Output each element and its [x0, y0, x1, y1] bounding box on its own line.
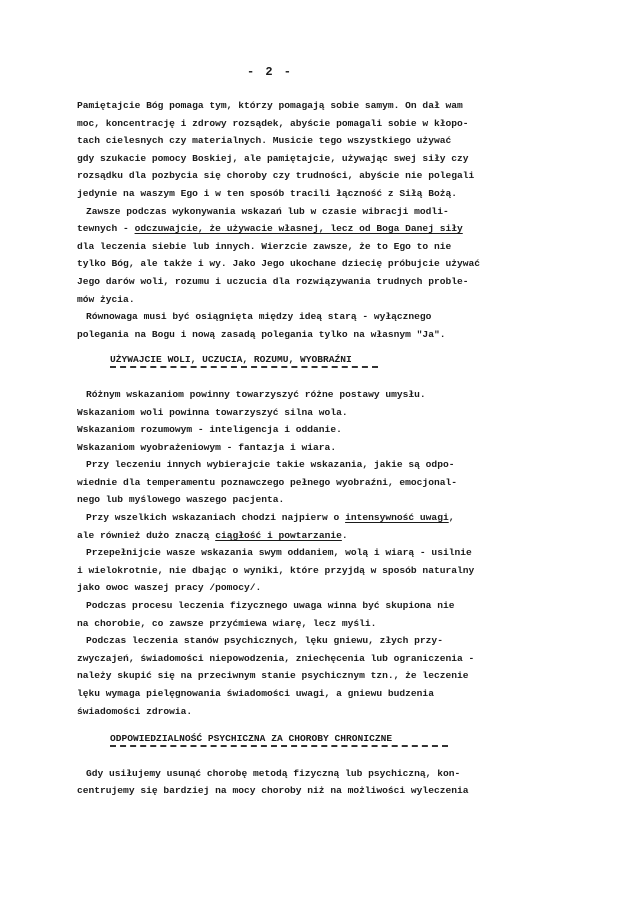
text-line: należy skupić się na przeciwnym stanie psychicznym tzn., że leczenie: [77, 670, 469, 682]
underlined-emphasis: ciągłość i powtarzanie: [215, 529, 342, 541]
underlined-emphasis: odczuwajcie, że używacie własnej, lecz od Boga Danej siły: [134, 223, 463, 235]
text-line: Równowaga musi być osiągnięta między ideą starą - wyłącznego: [86, 311, 432, 323]
text-line: centrujemy się bardziej na mocy choroby niż na możliwości wyleczenia: [77, 785, 469, 797]
text-line: tylko Bóg, ale także i wy. Jako Jego ukochane dziecię próbujcie używać: [77, 258, 481, 270]
text-line: Pamiętajcie Bóg pomaga tym, którzy pomagają sobie samym. On dał wam: [77, 100, 463, 111]
text-line: dla leczenia siebie lub innych. Wierzcie zawsze, że to Ego to nie: [77, 240, 452, 252]
text-fragment: Przy wszelkich wskazaniach chodzi najpierw o: [86, 512, 346, 524]
text-line: [77, 527, 547, 545]
text-line: Podczas leczenia stanów psychicznych, lęku gniewu, złych przy-: [86, 635, 443, 647]
text-line: nego lub myślowego waszego pacjenta.: [77, 494, 285, 506]
text-line: gdy szukacie pomocy Boskiej, ale pamiętajcie, używając swej siły czy: [77, 152, 469, 164]
text-line: świadomości zdrowia.: [77, 705, 193, 717]
text-fragment: ale również dużo znaczą: [77, 529, 216, 541]
text-line: Jego darów woli, rozumu i uczucia dla rozwiązywania trudnych proble-: [77, 275, 469, 287]
text-line: lęku wymaga pielęgnowania świadomości uwagi, a gniewu budzenia: [77, 688, 434, 699]
document-body: [77, 97, 547, 800]
text-line: [77, 220, 547, 238]
text-line: jedynie na waszym Ego i w ten sposób tracili łączność z Siłą Bożą.: [77, 187, 457, 199]
page-number: - 2 -: [246, 65, 293, 79]
text-line: i wielokrotnie, nie dbając o wyniki, które przyjdą w sposób naturalny: [77, 564, 475, 576]
text-line: Przepełnijcie wasze wskazania swym oddaniem, wolą i wiarą - usilnie: [86, 547, 472, 559]
text-line: Wskazaniom rozumowym - inteligencja i oddanie.: [77, 424, 342, 436]
text-line: Wskazaniom woli powinna towarzyszyć silna wola.: [77, 406, 348, 418]
text-fragment: ,: [448, 512, 455, 524]
text-line: [77, 509, 547, 527]
text-line: wiednie dla temperamentu poznawczego pełnego wyobraźni, emocjonal-: [77, 476, 457, 488]
text-line: Podczas procesu leczenia fizycznego uwaga winna być skupiona nie: [86, 600, 455, 612]
text-line: tach cielesnych czy materialnych. Musicie tego wszystkiego używać: [77, 135, 452, 147]
text-fragment: tewnych -: [77, 223, 135, 235]
text-fragment: .: [341, 529, 348, 541]
text-line: polegania na Bogu i nową zasadą polegania tylko na własnym "Ja".: [77, 328, 446, 340]
text-line: Gdy usiłujemy usunąć chorobę metodą fizyczną lub psychiczną, kon-: [86, 767, 461, 779]
text-line: Różnym wskazaniom powinny towarzyszyć różne postawy umysłu.: [86, 388, 426, 400]
underlined-emphasis: intensywność uwagi: [345, 512, 449, 524]
text-line: jako owoc waszej pracy /pomocy/.: [77, 582, 262, 594]
text-line: na chorobie, co zawsze przyćmiewa wiarę, lecz myśli.: [77, 617, 377, 629]
text-line: Zawsze podczas wykonywania wskazań lub w czasie wibracji modli-: [86, 205, 449, 217]
section-heading: UŻYWAJCIE WOLI, UCZUCIA, ROZUMU, WYOBRAŹNI: [110, 354, 352, 366]
text-line: rozsądku dla pozbycia się choroby czy trudności, abyście nie polegali: [77, 170, 475, 182]
text-line: Przy leczeniu innych wybierajcie takie wskazania, jakie są odpo-: [86, 459, 455, 471]
text-line: mów życia.: [77, 293, 135, 305]
text-line: zwyczajeń, świadomości niepowodzenia, zniechęcenia lub ograniczenia -: [77, 652, 475, 664]
text-line: moc, koncentrację i zdrowy rozsądek, abyście pomagali sobie w kłopo-: [77, 117, 469, 129]
text-line: Wskazaniom wyobrażeniowym - fantazja i wiara.: [77, 441, 337, 453]
section-heading: ODPOWIEDZIALNOŚĆ PSYCHICZNA ZA CHOROBY CHRONICZNE: [110, 733, 393, 745]
